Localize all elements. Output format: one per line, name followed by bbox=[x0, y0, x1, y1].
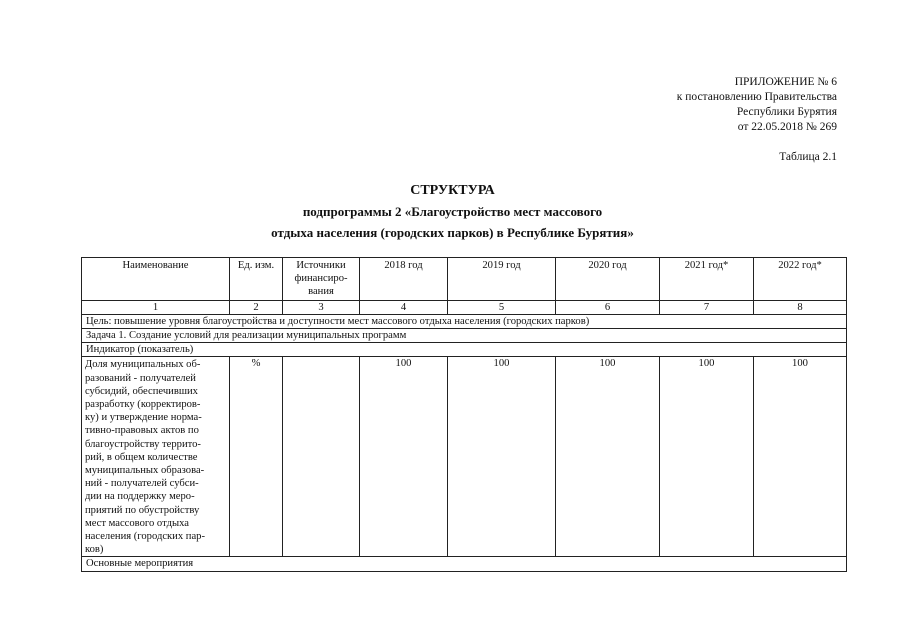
col-number: 2 bbox=[230, 300, 283, 314]
indicator-name-line: ний - получателей субси- bbox=[85, 478, 199, 490]
col-number: 5 bbox=[448, 300, 556, 314]
appendix-line-3: Республики Бурятия bbox=[736, 106, 837, 118]
title-line-1: СТРУКТУРА bbox=[410, 183, 495, 198]
header-row bbox=[82, 258, 847, 301]
col-number: 3 bbox=[283, 300, 360, 314]
task-row bbox=[82, 329, 847, 343]
indicator-name-line: ку) и утверждение норма- bbox=[85, 412, 202, 424]
column-numbers-row bbox=[82, 300, 847, 314]
indicator-name-cell bbox=[82, 357, 230, 557]
col-number: 7 bbox=[660, 300, 754, 314]
indicator-header-cell: Индикатор (показатель) bbox=[82, 343, 847, 357]
appendix-line-2: к постановлению Правительства bbox=[676, 91, 837, 103]
header-2019: 2019 год bbox=[448, 258, 556, 301]
indicator-2018-cell: 100 bbox=[360, 357, 448, 557]
title-line-3: отдыха населения (городских парков) в Республике Бурятия» bbox=[271, 225, 634, 240]
col-number: 8 bbox=[754, 300, 847, 314]
indicator-name-line: Доля муниципальных об- bbox=[85, 359, 201, 371]
indicator-unit-cell: % bbox=[230, 357, 283, 557]
indicator-name-line: приятий по обустройству bbox=[85, 504, 200, 516]
indicator-name-line: разований - получателей bbox=[85, 372, 196, 384]
indicator-name-line: муниципальных образова- bbox=[85, 465, 205, 477]
title-line-2: подпрограммы 2 «Благоустройство мест массового bbox=[302, 204, 603, 219]
col-number: 6 bbox=[556, 300, 660, 314]
indicator-row bbox=[82, 357, 847, 557]
header-name: Наименование bbox=[82, 258, 230, 301]
structure-table bbox=[81, 257, 847, 572]
header-source bbox=[283, 258, 360, 301]
indicator-name-line: мест массового отдыха bbox=[85, 517, 189, 529]
indicator-name-line: разработку (корректиров- bbox=[85, 399, 201, 411]
appendix-line-4: от 22.05.2018 № 269 bbox=[737, 121, 837, 133]
indicator-name-line: ков) bbox=[85, 544, 104, 556]
col-number: 4 bbox=[360, 300, 448, 314]
document-title bbox=[0, 180, 905, 243]
goal-cell: Цель: повышение уровня благоустройства и доступности мест массового отдыха населения (городских парков) bbox=[82, 314, 847, 328]
goal-row bbox=[82, 314, 847, 328]
indicator-name-line: субсидий, обеспечивших bbox=[85, 385, 198, 397]
appendix-header bbox=[677, 75, 837, 135]
task-cell: Задача 1. Создание условий для реализации муниципальных программ bbox=[82, 329, 847, 343]
indicator-name-line: рий, в общем количестве bbox=[85, 451, 198, 463]
indicator-name-line: населения (городских пар- bbox=[85, 531, 205, 543]
col-number: 1 bbox=[82, 300, 230, 314]
indicator-2019-cell: 100 bbox=[448, 357, 556, 557]
appendix-line-1: ПРИЛОЖЕНИЕ № 6 bbox=[734, 76, 837, 88]
header-unit: Ед. изм. bbox=[230, 258, 283, 301]
header-source-line-1: Источники bbox=[296, 260, 346, 271]
header-2022: 2022 год* bbox=[754, 258, 847, 301]
header-source-line-3: вания bbox=[308, 286, 334, 298]
table-number: Таблица 2.1 bbox=[779, 151, 837, 163]
indicator-name-line: благоустройству террито- bbox=[85, 438, 201, 450]
header-2021: 2021 год* bbox=[660, 258, 754, 301]
indicator-header-row bbox=[82, 343, 847, 357]
indicator-2021-cell: 100 bbox=[660, 357, 754, 557]
header-2018: 2018 год bbox=[360, 258, 448, 301]
indicator-name-line: дии на поддержку меро- bbox=[85, 491, 195, 503]
main-activities-row bbox=[82, 557, 847, 571]
header-source-line-2: финансиро- bbox=[294, 273, 348, 285]
header-2020: 2020 год bbox=[556, 258, 660, 301]
main-activities-cell: Основные мероприятия bbox=[82, 557, 847, 571]
indicator-name-line: тивно-правовых актов по bbox=[85, 425, 199, 437]
indicator-2022-cell: 100 bbox=[754, 357, 847, 557]
indicator-source-cell bbox=[283, 357, 360, 557]
indicator-2020-cell: 100 bbox=[556, 357, 660, 557]
